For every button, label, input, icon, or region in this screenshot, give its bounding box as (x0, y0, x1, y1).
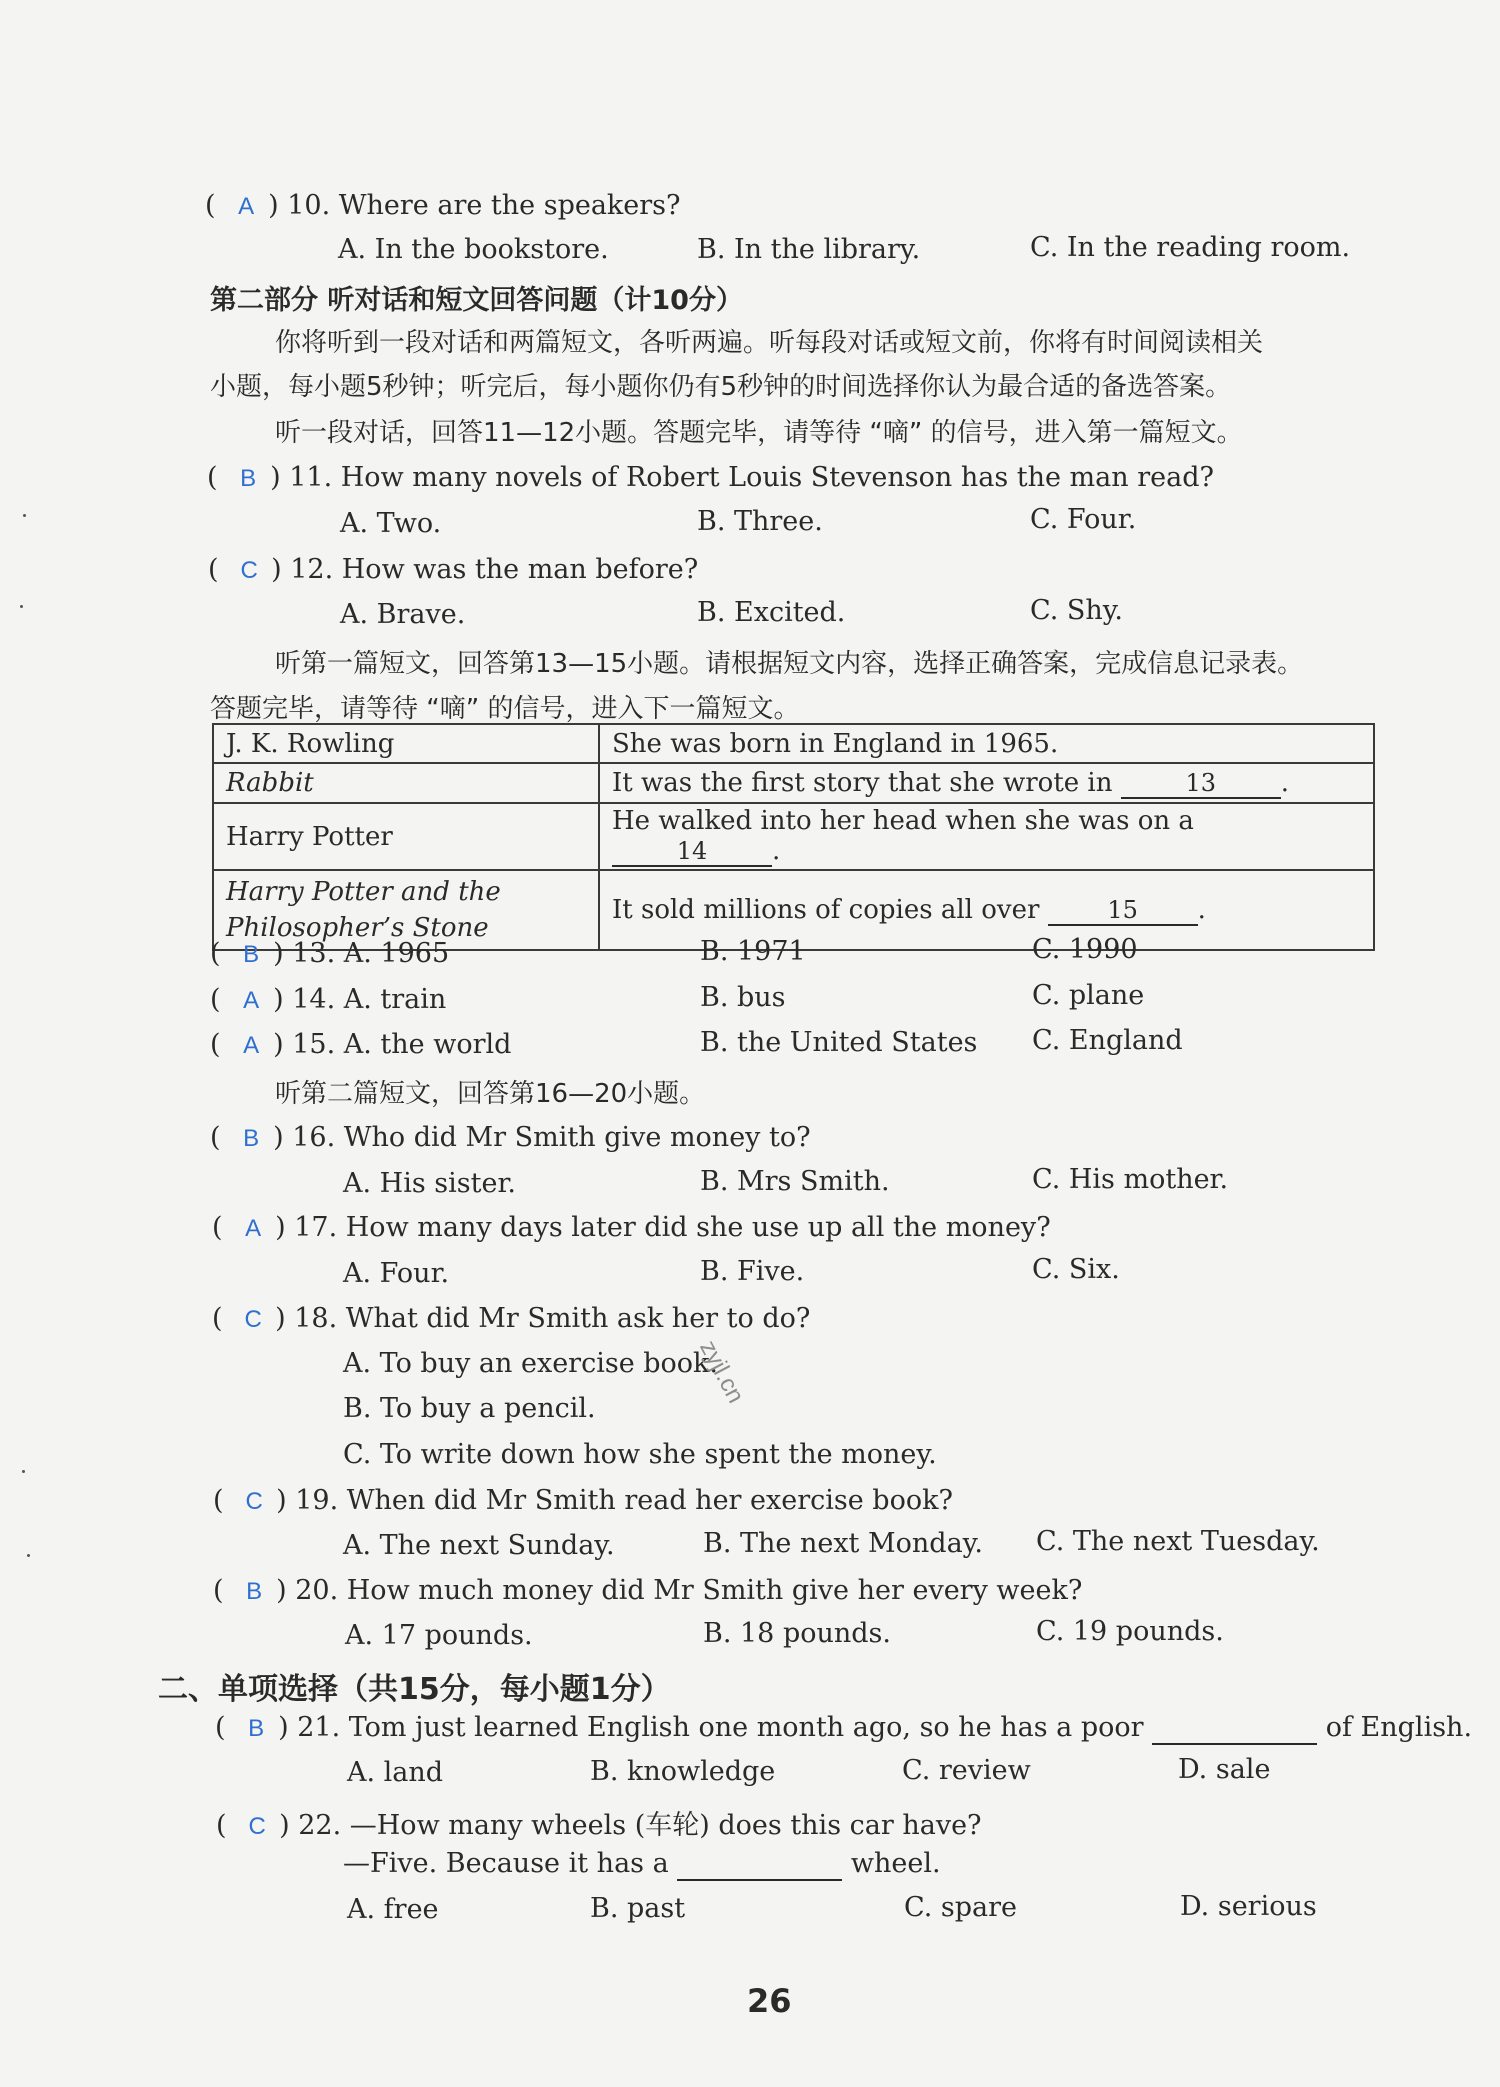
part2-instruction-2: 小题，每小题5秒钟；听完后，每小题你仍有5秒钟的时间选择你认为最合适的备选答案。 (210, 372, 1232, 402)
question-14: ( A ) 14. A. train (210, 984, 447, 1015)
q19-option-a: A. The next Sunday. (343, 1530, 615, 1561)
q14-option-c: C. plane (1032, 980, 1145, 1011)
part2-title: 第二部分 听对话和短文回答问题（计10分） (210, 285, 743, 316)
q13-option-c: C. 1990 (1032, 934, 1138, 965)
table-cell-text: He walked into her head when she was on a (612, 806, 1194, 836)
question-11: ( B ) 11. How many novels of Robert Louis Stevenson has the man read? (207, 462, 1214, 493)
q22-option-a: A. free (347, 1894, 439, 1925)
table-row (213, 724, 1374, 763)
blank-21 (1152, 1712, 1317, 1745)
q13-option-b: B. 1971 (700, 936, 806, 967)
q20-option-c: C. 19 pounds. (1036, 1616, 1224, 1647)
period: . (1197, 894, 1206, 925)
part2-instruction-3: 听一段对话，回答11—12小题。答题完毕，请等待 “嘀” 的信号，进入第一篇短文。 (275, 418, 1243, 448)
table-cell: Harry Potter (213, 803, 599, 870)
q20-option-b: B. 18 pounds. (703, 1618, 891, 1649)
question-16: ( B ) 16. Who did Mr Smith give money to? (210, 1122, 811, 1153)
q20-option-a: A. 17 pounds. (345, 1620, 533, 1651)
question-21: ( B ) 21. Tom just learned English one month ago, so he has a poor of English. (215, 1712, 1473, 1743)
blank-22 (677, 1848, 842, 1881)
question-15: ( A ) 15. A. the world (210, 1029, 512, 1060)
q16-option-a: A. His sister. (343, 1168, 516, 1199)
table-cell (599, 763, 1374, 803)
period: . (772, 836, 781, 866)
question-14-text: ) 14. A. train (273, 984, 447, 1015)
scan-speck (27, 1554, 30, 1557)
question-19: ( C ) 19. When did Mr Smith read her exercise book? (213, 1485, 953, 1516)
answer-19: C (245, 1488, 263, 1515)
question-22-text: ) 22. —How many wheels (车轮) does this car have? (279, 1810, 982, 1841)
table-cell-line: Harry Potter and the (226, 877, 501, 907)
scan-speck (20, 605, 23, 608)
q11-option-b: B. Three. (697, 506, 823, 537)
answer-18: C (244, 1306, 262, 1333)
question-10-text: ) 10. Where are the speakers? (268, 190, 681, 221)
answer-13: B (243, 941, 260, 968)
table-cell (599, 803, 1374, 870)
table-row (213, 803, 1374, 870)
blank-13: 13 (1121, 769, 1281, 799)
q21-option-a: A. land (347, 1757, 444, 1788)
blank-14: 14 (612, 837, 772, 867)
watermark: zyjl.cn (694, 1336, 750, 1408)
part2-instruction-1: 你将听到一段对话和两篇短文，各听两遍。听每段对话或短文前，你将有时间阅读相关 (275, 328, 1264, 358)
question-18: ( C ) 18. What did Mr Smith ask her to do? (212, 1303, 811, 1334)
q21-option-c: C. review (902, 1755, 1031, 1786)
q18-option-a: A. To buy an exercise book. (343, 1348, 718, 1379)
question-20: ( B ) 20. How much money did Mr Smith give her every week? (213, 1575, 1083, 1606)
question-16-text: ) 16. Who did Mr Smith give money to? (273, 1122, 811, 1153)
answer-14: A (243, 987, 260, 1014)
answer-16: B (243, 1125, 260, 1152)
q10-option-b: B. In the library. (697, 234, 921, 265)
q22-option-c: C. spare (904, 1892, 1017, 1923)
q17-option-b: B. Five. (700, 1256, 805, 1287)
answer-12: C (240, 557, 258, 584)
question-13-text: ) 13. A. 1965 (273, 938, 450, 969)
q18-option-b: B. To buy a pencil. (343, 1393, 596, 1424)
answer-10: A (238, 193, 255, 220)
passage2-instruction: 听第二篇短文，回答第16—20小题。 (275, 1079, 706, 1109)
q21-option-d: D. sale (1178, 1754, 1271, 1785)
table-cell-text: It was the first story that she wrote in (612, 767, 1113, 798)
q17-option-c: C. Six. (1032, 1254, 1120, 1285)
question-22-line2 (343, 1848, 941, 1881)
q11-option-c: C. Four. (1030, 504, 1137, 535)
question-17-text: ) 17. How many days later did she use up all the money? (275, 1212, 1051, 1243)
answer-21: B (248, 1715, 265, 1742)
answer-11: B (240, 465, 257, 492)
table-cell-text: It sold millions of copies all over (612, 894, 1040, 925)
question-12-text: ) 12. How was the man before? (271, 554, 699, 585)
question-15-text: ) 15. A. the world (273, 1029, 512, 1060)
passage1-instruction-1: 听第一篇短文，回答第13—15小题。请根据短文内容，选择正确答案，完成信息记录表。 (275, 649, 1304, 679)
answer-15: A (243, 1032, 260, 1059)
question-13: ( B ) 13. A. 1965 (210, 938, 450, 969)
q11-option-a: A. Two. (340, 508, 442, 539)
question-22-line2-text: —Five. Because it has a (343, 1848, 669, 1879)
question-19-text: ) 19. When did Mr Smith read her exercise book? (276, 1485, 953, 1516)
q12-option-c: C. Shy. (1030, 595, 1123, 626)
question-10: ( A ) 10. Where are the speakers? (205, 190, 681, 221)
q21-option-b: B. knowledge (590, 1756, 776, 1787)
q16-option-c: C. His mother. (1032, 1164, 1229, 1195)
page-number: 26 (747, 1982, 792, 2020)
scan-speck (22, 1470, 25, 1473)
q10-option-c: C. In the reading room. (1030, 232, 1351, 263)
question-11-text: ) 11. How many novels of Robert Louis Stevenson has the man read? (270, 462, 1214, 493)
q18-option-c: C. To write down how she spent the money. (343, 1439, 937, 1470)
q10-option-a: A. In the bookstore. (338, 234, 609, 265)
scan-speck (23, 514, 26, 517)
question-17: ( A ) 17. How many days later did she use up all the money? (212, 1212, 1051, 1243)
passage1-instruction-2: 答题完毕，请等待 “嘀” 的信号，进入下一篇短文。 (210, 694, 800, 724)
table-cell: She was born in England in 1965. (599, 724, 1374, 763)
q22-option-b: B. past (590, 1893, 686, 1924)
blank-15: 15 (1048, 896, 1198, 926)
period: . (1280, 767, 1290, 798)
table-cell: Rabbit (213, 763, 599, 803)
q12-option-b: B. Excited. (697, 597, 846, 628)
q16-option-b: B. Mrs Smith. (700, 1166, 890, 1197)
q12-option-a: A. Brave. (340, 599, 466, 630)
question-12: ( C ) 12. How was the man before? (208, 554, 699, 585)
question-22: ( C ) 22. —How many wheels (车轮) does this car have? (216, 1810, 982, 1841)
answer-20: B (246, 1578, 263, 1605)
table-row (213, 763, 1374, 803)
q14-option-b: B. bus (700, 982, 786, 1013)
question-21-text: ) 21. Tom just learned English one month ago, so he has a poor (278, 1712, 1144, 1743)
q15-option-c: C. England (1032, 1025, 1183, 1056)
question-21-end: of English. (1325, 1712, 1473, 1743)
question-18-text: ) 18. What did Mr Smith ask her to do? (275, 1303, 811, 1334)
question-22-line2-end: wheel. (850, 1848, 941, 1879)
q19-option-b: B. The next Monday. (703, 1528, 983, 1559)
answer-22: C (248, 1813, 266, 1840)
table-cell-line: Philosopher’s Stone (226, 913, 489, 943)
section2-title: 二、单项选择（共15分，每小题1分） (158, 1672, 671, 1707)
question-20-text: ) 20. How much money did Mr Smith give her every week? (276, 1575, 1083, 1606)
q17-option-a: A. Four. (343, 1258, 450, 1289)
answer-17: A (245, 1215, 262, 1242)
q19-option-c: C. The next Tuesday. (1036, 1526, 1320, 1557)
q15-option-b: B. the United States (700, 1027, 978, 1058)
q22-option-d: D. serious (1180, 1891, 1317, 1922)
table-cell: J. K. Rowling (213, 724, 599, 763)
info-record-table (212, 723, 1375, 951)
